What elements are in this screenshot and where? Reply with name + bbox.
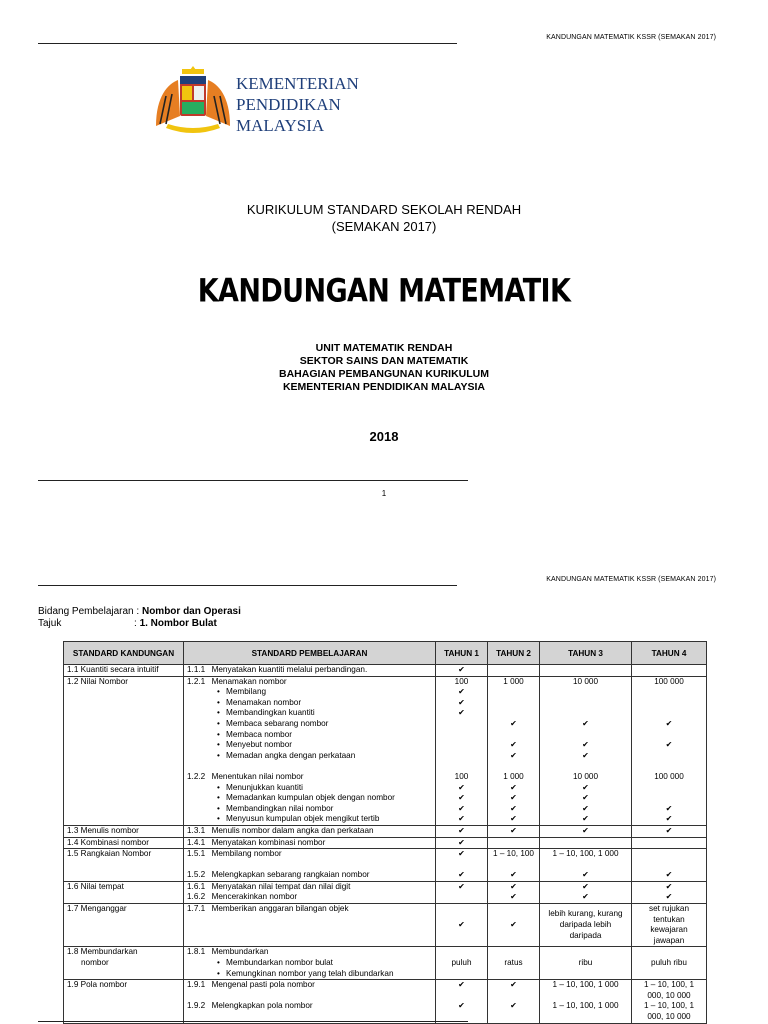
check-icon: ✔ <box>665 803 673 813</box>
ministry-crest-logo <box>152 66 234 136</box>
bullet-item: • Membandingkan nilai nombor <box>212 804 432 815</box>
sp-cell <box>184 665 436 677</box>
t3-cell <box>540 849 632 882</box>
org-line-4: KEMENTERIAN PENDIDIKAN MALAYSIA <box>282 381 486 393</box>
bullet-item: • Memadankan kumpulan objek dengan nombor <box>212 793 432 804</box>
check-icon: ✔ <box>510 919 517 929</box>
sp-number: 1.2.2 <box>187 771 206 781</box>
check-icon: ✔ <box>582 793 589 803</box>
check-icon: ✔ <box>582 782 589 792</box>
bullet-item: • Membilang <box>212 687 432 698</box>
curriculum-table <box>63 641 707 1024</box>
sp-text: Menamakan nombor <box>211 676 287 686</box>
check-icon: ✔ <box>582 750 589 760</box>
bullet-item: • Menamakan nombor <box>212 698 432 709</box>
check-icon: ✔ <box>510 718 517 728</box>
t4-cell <box>632 849 707 882</box>
tajuk-line <box>38 618 217 629</box>
sp-line <box>187 677 432 688</box>
sp-cell <box>184 837 436 849</box>
sp-cell <box>184 676 436 825</box>
t4-cell <box>632 825 707 837</box>
check-icon: ✔ <box>510 740 517 750</box>
t1-cell: puluh <box>436 947 488 980</box>
bidang-value: Nombor dan Operasi <box>141 606 241 617</box>
t2-value: 1 000 <box>503 771 524 781</box>
check-icon: ✔ <box>458 881 465 891</box>
sp-text: Memberikan anggaran bilangan objek <box>211 904 349 914</box>
tajuk-colon: : <box>134 618 137 629</box>
sp-number: 1.6.1 <box>187 881 206 891</box>
table-row <box>64 665 707 677</box>
check-icon: ✔ <box>665 814 673 824</box>
check-icon: ✔ <box>458 837 465 847</box>
check-icon: ✔ <box>665 892 673 902</box>
check-icon: ✔ <box>458 803 465 813</box>
check-icon: ✔ <box>458 849 465 859</box>
bullet-item: • Menunjukkan kuantiti <box>212 783 432 794</box>
title-line-2: (SEMAKAN 2017) <box>331 219 437 234</box>
t4-cell <box>632 980 707 1023</box>
t2-cell <box>488 881 540 903</box>
sp-text: Mengenal pasti pola nombor <box>211 980 315 990</box>
sp-cell <box>184 825 436 837</box>
t2-cell <box>488 825 540 837</box>
sp-number: 1.5.2 <box>187 870 206 880</box>
sp-text: Mencerakinkan nombor <box>211 892 298 902</box>
t3-value: 10 000 <box>572 676 599 686</box>
title-line-1: KURIKULUM STANDARD SEKOLAH RENDAH <box>246 202 522 217</box>
sp-cell <box>184 980 436 1023</box>
t2-cell <box>488 837 540 849</box>
page2-top-rule <box>38 585 457 586</box>
check-icon: ✔ <box>458 782 465 792</box>
t2-cell <box>488 849 540 882</box>
check-icon: ✔ <box>458 665 465 674</box>
sp-cell <box>184 947 436 980</box>
t4-value: 100 000 <box>654 771 684 781</box>
sp-number: 1.9.1 <box>187 980 206 990</box>
bidang-line <box>38 606 241 617</box>
table-row <box>64 904 707 947</box>
check-icon: ✔ <box>510 892 517 902</box>
t3-cell <box>540 825 632 837</box>
bullet-item: • Membandingkan kuantiti <box>212 708 432 719</box>
sk-cell: 1.3 Menulis nombor <box>64 825 184 837</box>
check-icon: ✔ <box>510 825 517 835</box>
sk-cell: 1.7 Menganggar <box>64 904 184 947</box>
sk-cell: 1.6 Nilai tempat <box>64 881 184 903</box>
t1-cell <box>436 980 488 1023</box>
check-icon: ✔ <box>458 825 465 835</box>
t4-cell <box>632 676 707 825</box>
t3-cell <box>540 837 632 849</box>
t1-cell <box>436 837 488 849</box>
bullet-item: • Membundarkan nombor bulat <box>212 958 432 969</box>
t2-cell <box>488 665 540 677</box>
sp-line <box>187 980 432 991</box>
col-header-t3: TAHUN 3 <box>540 642 632 665</box>
check-icon: ✔ <box>665 825 673 835</box>
t4-value: 1 – 10, 100, 1 000, 10 000 <box>643 980 695 1000</box>
bullet-item: • Membaca nombor <box>212 730 432 741</box>
sp-line <box>187 892 432 903</box>
sp-text: Melengkapkan pola nombor <box>211 1001 313 1011</box>
sp-number: 1.4.1 <box>187 837 206 847</box>
t1-cell <box>436 665 488 677</box>
t4-cell <box>632 881 707 903</box>
page1-top-rule <box>38 43 457 44</box>
sp-number: 1.9.2 <box>187 1001 206 1011</box>
check-icon: ✔ <box>582 881 589 891</box>
table-row <box>64 849 707 882</box>
sk-line: 1.8 Membundarkan <box>67 947 138 957</box>
sp-text: Melengkapkan sebarang rangkaian nombor <box>211 870 370 880</box>
check-icon: ✔ <box>458 980 465 990</box>
t2-value: 1 000 <box>503 676 524 686</box>
logo-line-3: MALAYSIA <box>236 116 325 135</box>
check-icon: ✔ <box>458 814 465 824</box>
check-icon: ✔ <box>510 881 517 891</box>
main-title: KANDUNGAN MATEMATIK <box>197 273 571 310</box>
t2-cell: ratus <box>488 947 540 980</box>
check-icon: ✔ <box>458 687 465 697</box>
col-header-t4: TAHUN 4 <box>632 642 707 665</box>
ministry-logo-text <box>236 73 359 136</box>
sk-line: nombor <box>81 958 109 968</box>
t3-value: 1 – 10, 100, 1 000 <box>552 980 619 990</box>
check-icon: ✔ <box>510 782 517 792</box>
check-icon: ✔ <box>665 870 673 880</box>
check-icon: ✔ <box>458 697 465 707</box>
t3-value: 1 – 10, 100, 1 000 <box>552 1001 619 1011</box>
t3-value: 1 – 10, 100, 1 000 <box>552 849 619 859</box>
sp-text: Menulis nombor dalam angka dan perkataan <box>211 825 374 835</box>
t1-cell <box>436 881 488 903</box>
sp-number: 1.3.1 <box>187 825 206 835</box>
t4-cell <box>632 665 707 677</box>
bidang-label: Bidang Pembelajaran : <box>38 606 140 617</box>
check-icon: ✔ <box>582 870 589 880</box>
t2-value: 1 – 10, 100 <box>493 849 534 859</box>
sp-line <box>187 1001 432 1012</box>
page2-running-header: KANDUNGAN MATEMATIK KSSR (SEMAKAN 2017) <box>546 576 716 583</box>
table-row <box>64 947 707 980</box>
t3-cell <box>540 665 632 677</box>
bullet-item: • Memadan angka dengan perkataan <box>212 751 432 762</box>
t3-cell: ribu <box>540 947 632 980</box>
table-row <box>64 676 707 825</box>
sp-text: Menyatakan kuantiti melalui perbandingan. <box>211 665 368 674</box>
check-icon: ✔ <box>510 814 517 824</box>
t3-cell <box>540 676 632 825</box>
t1-cell <box>436 825 488 837</box>
sp-text: Membundarkan <box>211 947 269 957</box>
sk-cell: 1.5 Rangkaian Nombor <box>64 849 184 882</box>
logo-line-1: KEMENTERIAN <box>236 74 359 93</box>
sp-number: 1.5.1 <box>187 849 206 859</box>
bullet-item: • Membaca sebarang nombor <box>212 719 432 730</box>
sp-line <box>187 772 432 783</box>
sp-text: Menyatakan kombinasi nombor <box>211 837 326 847</box>
t4-cell: puluh ribu <box>632 947 707 980</box>
bullet-item: • Menyebut nombor <box>212 740 432 751</box>
sk-cell: 1.2 Nilai Nombor <box>64 676 184 825</box>
check-icon: ✔ <box>665 881 673 891</box>
t4-value: 1 – 10, 100, 1 000, 10 000 <box>643 1001 695 1021</box>
bullet-item: • Kemungkinan nombor yang telah dibundarkan <box>212 969 432 980</box>
t4-cell: set rujukan tentukan kewajaran jawapan <box>632 904 707 947</box>
check-icon: ✔ <box>582 814 589 824</box>
check-icon: ✔ <box>458 793 465 803</box>
page1-running-header: KANDUNGAN MATEMATIK KSSR (SEMAKAN 2017) <box>546 34 716 41</box>
sp-text: Menentukan nilai nombor <box>211 771 304 781</box>
check-icon: ✔ <box>510 870 517 880</box>
t3-cell <box>540 980 632 1023</box>
sp-number: 1.2.1 <box>187 676 206 686</box>
page2-footer-rule <box>38 1021 468 1022</box>
tajuk-label: Tajuk <box>38 618 62 629</box>
check-icon: ✔ <box>582 892 589 902</box>
sp-number: 1.6.2 <box>187 892 206 902</box>
check-icon: ✔ <box>510 793 517 803</box>
t3-cell: lebih kurang, kurang daripada lebih daripada <box>540 904 632 947</box>
t2-cell <box>488 676 540 825</box>
sk-cell: 1.4 Kombinasi nombor <box>64 837 184 849</box>
col-header-sk: STANDARD KANDUNGAN <box>64 642 184 665</box>
check-icon: ✔ <box>582 740 589 750</box>
org-line-3: BAHAGIAN PEMBANGUNAN KURIKULUM <box>279 368 489 380</box>
bullet-item: • Menyusun kumpulan objek mengikut tertib <box>212 814 432 825</box>
check-icon: ✔ <box>582 825 589 835</box>
t1-cell <box>436 849 488 882</box>
sp-line <box>187 882 432 893</box>
sp-cell <box>184 849 436 882</box>
t1-cell <box>436 904 488 947</box>
table-header-row <box>64 642 707 665</box>
table-row <box>64 837 707 849</box>
t4-value: 100 000 <box>654 676 684 686</box>
col-header-t2: TAHUN 2 <box>488 642 540 665</box>
sk-cell <box>64 947 184 980</box>
t2-cell <box>488 904 540 947</box>
check-icon: ✔ <box>582 803 589 813</box>
t3-value: 10 000 <box>572 771 599 781</box>
table-row <box>64 825 707 837</box>
check-icon: ✔ <box>510 750 517 760</box>
sp-text: Menyatakan nilai tempat dan nilai digit <box>211 881 351 891</box>
sp-cell <box>184 881 436 903</box>
t2-cell <box>488 980 540 1023</box>
check-icon: ✔ <box>665 740 673 750</box>
publication-year: 2018 <box>369 429 399 444</box>
col-header-t1: TAHUN 1 <box>436 642 488 665</box>
check-icon: ✔ <box>458 870 465 880</box>
page1-footer-rule <box>38 480 468 481</box>
sp-text: Membilang nombor <box>211 849 282 859</box>
sk-cell: 1.9 Pola nombor <box>64 980 184 1023</box>
check-icon: ✔ <box>458 708 465 718</box>
check-icon: ✔ <box>510 980 517 990</box>
check-icon: ✔ <box>665 718 673 728</box>
sp-number: 1.1.1 <box>187 665 206 674</box>
t1-cell <box>436 676 488 825</box>
sp-line <box>187 849 432 860</box>
t1-value: 100 <box>454 676 469 686</box>
t4-cell <box>632 837 707 849</box>
tajuk-value: 1. Nombor Bulat <box>139 618 217 629</box>
sp-line <box>187 870 432 881</box>
org-line-2: SEKTOR SAINS DAN MATEMATIK <box>299 355 469 367</box>
col-header-sp: STANDARD PEMBELAJARAN <box>184 642 436 665</box>
t1-value: 100 <box>454 771 469 781</box>
org-line-1: UNIT MATEMATIK RENDAH <box>315 342 453 354</box>
table-row <box>64 980 707 1023</box>
sp-cell <box>184 904 436 947</box>
check-icon: ✔ <box>458 919 465 929</box>
check-icon: ✔ <box>510 803 517 813</box>
sp-number: 1.7.1 <box>187 904 206 914</box>
logo-line-2: PENDIDIKAN <box>236 95 341 114</box>
check-icon: ✔ <box>510 1001 517 1011</box>
check-icon: ✔ <box>458 1001 465 1011</box>
t3-cell <box>540 881 632 903</box>
check-icon: ✔ <box>582 718 589 728</box>
sp-number: 1.8.1 <box>187 947 206 957</box>
sp-line <box>187 947 432 958</box>
page1-number: 1 <box>381 489 387 498</box>
sk-cell: 1.1 Kuantiti secara intuitif <box>64 665 184 677</box>
table-row <box>64 881 707 903</box>
